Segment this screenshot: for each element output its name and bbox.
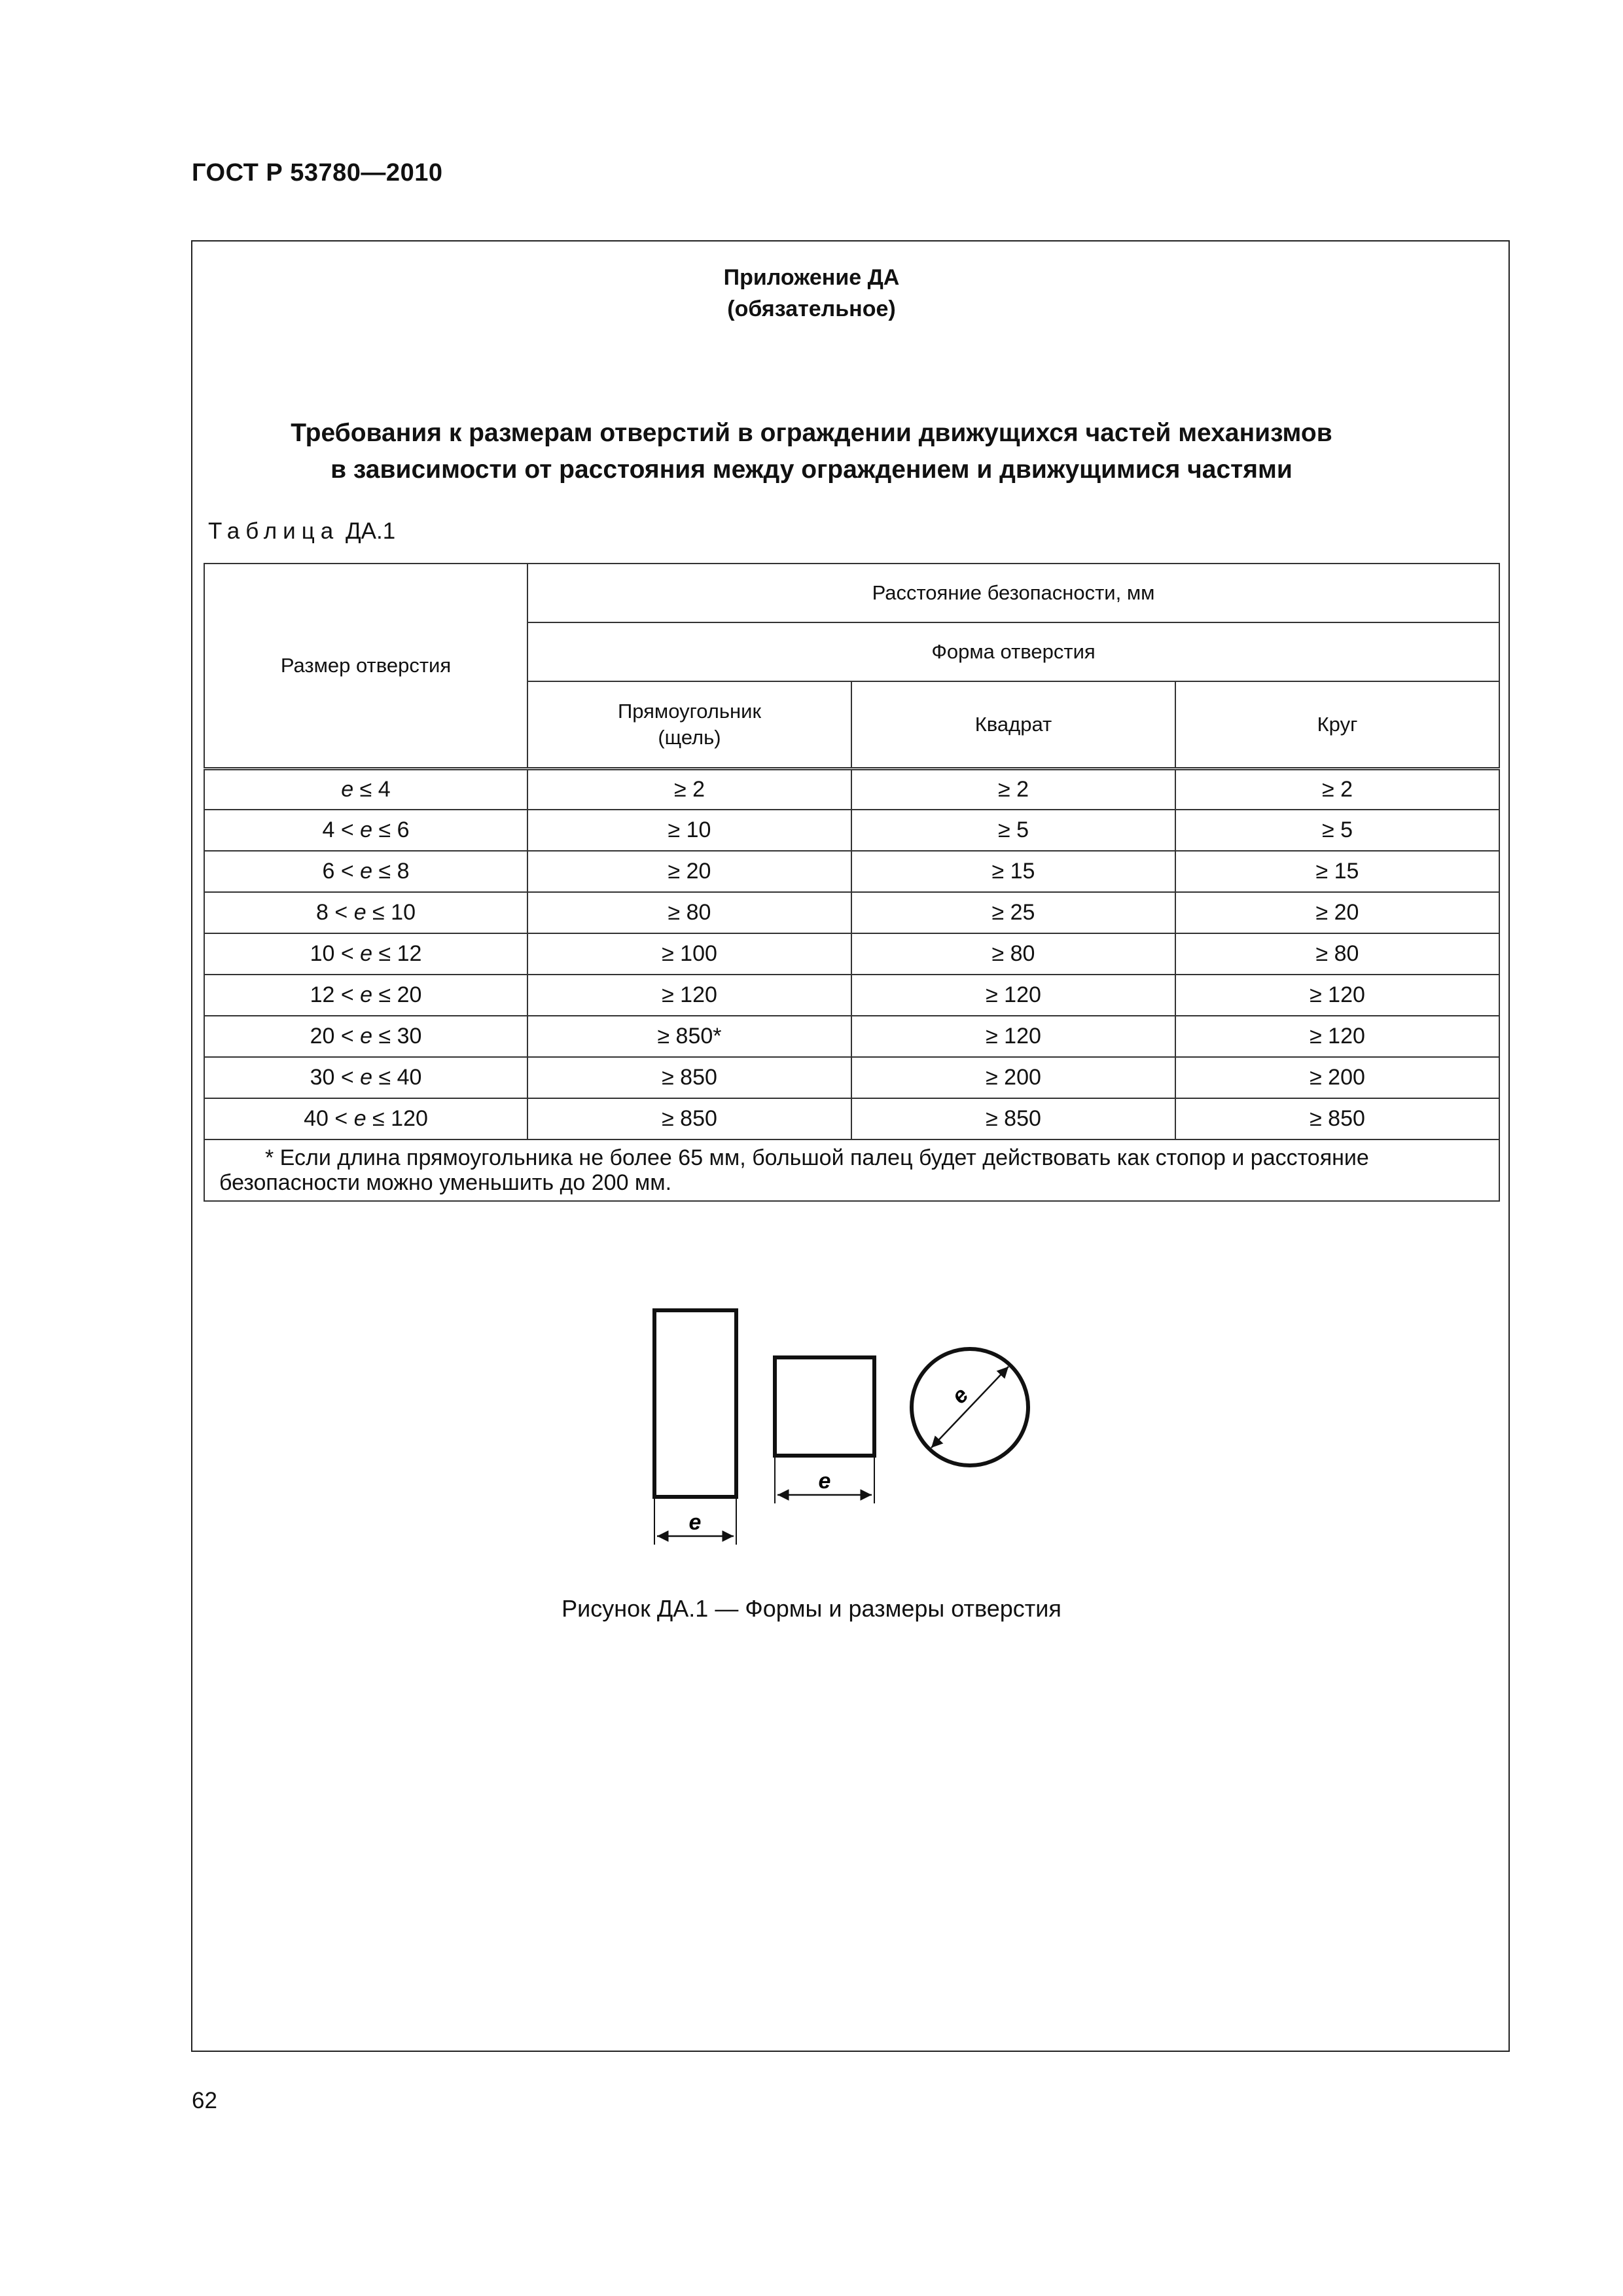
rectangle-cell: ≥ 100: [527, 933, 851, 975]
circle-cell: ≥ 5: [1175, 810, 1499, 851]
table-caption-number: ДА.1: [345, 518, 396, 544]
header-opening-shape: Форма отверстия: [527, 622, 1499, 681]
table-caption-word: Таблица: [208, 518, 340, 544]
header-opening-size: Размер отверстия: [204, 564, 527, 768]
square-shape: [775, 1357, 874, 1503]
circle-cell: ≥ 120: [1175, 1016, 1499, 1057]
size-cell: 10 < e ≤ 12: [204, 933, 527, 975]
square-cell: ≥ 120: [851, 975, 1175, 1016]
size-cell: 6 < e ≤ 8: [204, 851, 527, 892]
square-cell: ≥ 15: [851, 851, 1175, 892]
size-cell: 4 < e ≤ 6: [204, 810, 527, 851]
circle-cell: ≥ 80: [1175, 933, 1499, 975]
appendix-title: Приложение ДА: [723, 265, 900, 290]
square-cell: ≥ 120: [851, 1016, 1175, 1057]
square-cell: ≥ 25: [851, 892, 1175, 933]
rectangle-cell: ≥ 850: [527, 1098, 851, 1139]
header-square: Квадрат: [851, 681, 1175, 768]
rectangle-cell: ≥ 20: [527, 851, 851, 892]
size-cell: e ≤ 4: [204, 768, 527, 810]
header-circle: Круг: [1175, 681, 1499, 768]
square-cell: ≥ 200: [851, 1057, 1175, 1098]
square-dim-label: e: [818, 1469, 831, 1494]
footnote-line-2: безопасности можно уменьшить до 200 мм.: [219, 1170, 672, 1195]
figure-caption: Рисунок ДА.1 — Формы и размеры отверстия: [562, 1595, 1061, 1622]
rectangle-cell: ≥ 80: [527, 892, 851, 933]
size-cell: 20 < e ≤ 30: [204, 1016, 527, 1057]
circle-cell: ≥ 120: [1175, 975, 1499, 1016]
header-safety-distance: Расстояние безопасности, мм: [527, 564, 1499, 622]
size-cell: 8 < e ≤ 10: [204, 892, 527, 933]
header-rectangle-line-2: (щель): [658, 725, 721, 749]
rectangle-cell: ≥ 120: [527, 975, 851, 1016]
square-cell: ≥ 2: [851, 768, 1175, 810]
circle-cell: ≥ 200: [1175, 1057, 1499, 1098]
rectangle-cell: ≥ 850*: [527, 1016, 851, 1057]
circle-cell: ≥ 2: [1175, 768, 1499, 810]
rectangle-shape: [654, 1310, 736, 1545]
header-rectangle-line-1: Прямоугольник: [617, 699, 762, 723]
square-cell: ≥ 850: [851, 1098, 1175, 1139]
size-cell: 30 < e ≤ 40: [204, 1057, 527, 1098]
circle-cell: ≥ 15: [1175, 851, 1499, 892]
footnote-line-1: * Если длина прямоугольника не более 65 мм, большой палец будет действовать как стопор и расстояние: [265, 1145, 1369, 1170]
rectangle-dim-label: e: [688, 1510, 702, 1535]
rectangle-cell: ≥ 10: [527, 810, 851, 851]
size-cell: 40 < e ≤ 120: [204, 1098, 527, 1139]
square-cell: ≥ 80: [851, 933, 1175, 975]
document-code: ГОСТ Р 53780—2010: [192, 159, 443, 187]
section-title-line-2: в зависимости от расстояния между ограждением и движущимися частями: [330, 456, 1293, 484]
appendix-status: (обязательное): [727, 296, 896, 321]
size-cell: 12 < e ≤ 20: [204, 975, 527, 1016]
circle-shape: [912, 1349, 1028, 1465]
section-title-line-1: Требования к размерам отверстий в ограждении движущихся частей механизмов: [291, 419, 1332, 447]
rectangle-cell: ≥ 850: [527, 1057, 851, 1098]
page-number: 62: [192, 2088, 217, 2113]
rectangle-cell: ≥ 2: [527, 768, 851, 810]
circle-cell: ≥ 20: [1175, 892, 1499, 933]
circle-dim-label: e: [946, 1382, 974, 1409]
circle-cell: ≥ 850: [1175, 1098, 1499, 1139]
square-cell: ≥ 5: [851, 810, 1175, 851]
